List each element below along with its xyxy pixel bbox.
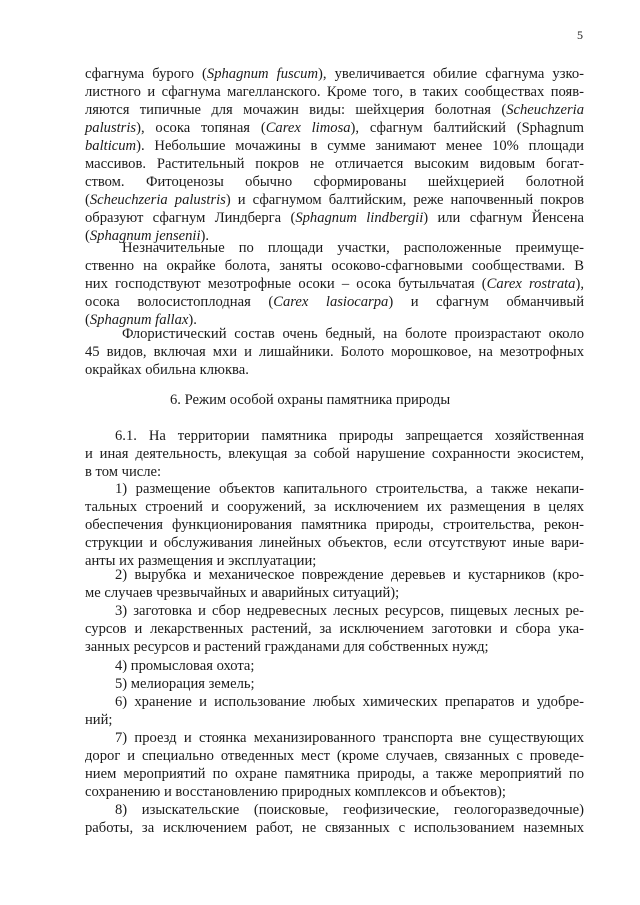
text-line: занных ресурсов и растений гражданами для собственных нужд; — [85, 639, 489, 655]
text-line: (Scheuchzeria palustris) и сфагнумом балтийским, реже напочвенный покров — [85, 192, 584, 208]
text-line: сурсов и лекарственных растений, за исключением заготовки и сбора ука- — [85, 621, 584, 637]
section-heading: 6. Режим особой охраны памятника природы — [170, 392, 451, 408]
text-line: массивов. Растительный покров не отличается высоким видовым богат- — [85, 156, 584, 172]
text-line: дорог и специально отведенных мест (кроме случаев, связанных с проведе- — [85, 748, 584, 764]
text-line: ний; — [85, 712, 113, 728]
text-line: окрайках обильна клюква. — [85, 362, 249, 378]
text-line: 45 видов, включая мхи и лишайники. Болото морошковое, на мезотрофных — [85, 344, 584, 360]
text-line: листного и сфагнума магелланского. Кроме того, в таких сообществах появ- — [85, 84, 584, 100]
text-line: ственно на окрайке болота, заняты осоково-сфагновыми сообществами. В — [85, 258, 584, 274]
text-line: сфагнума бурого (Sphagnum fuscum), увеличивается обилие сфагнума узко- — [85, 66, 585, 82]
text-line: palustris), осока топяная (Carex limosa), сфагнум балтийский (Sphagnum — [85, 120, 584, 136]
text-line: 6.1. На территории памятника природы запрещается хозяйственная — [115, 428, 584, 444]
text-line: осока волосистоплодная (Carex lasiocarpa) и сфагнум обманчивый — [85, 294, 585, 310]
text-line: нием мероприятий по охране памятника природы, а также мероприятий по — [85, 766, 584, 782]
text-line: сохранению и восстановлению природных комплексов и объектов); — [85, 784, 506, 800]
text-line: ме случаев чрезвычайных и аварийных ситуаций); — [85, 585, 400, 601]
text-line: balticum). Небольшие мочажины в сумме занимают менее 10% площади — [85, 138, 584, 154]
text-line: работы, за исключением работ, не связанных с использованием наземных — [85, 820, 584, 836]
text-line: и иная деятельность, влекущая за собой нарушение сохранности экосистем, — [85, 446, 584, 462]
text-line: 1) размещение объектов капитального строительства, а также некапи- — [115, 481, 584, 497]
text-line: (Sphagnum fallax). — [85, 312, 197, 328]
text-line: ством. Фитоценозы обычно сформированы шейхцерией болотной — [85, 174, 584, 190]
text-line: 3) заготовка и сбор недревесных лесных ресурсов, пищевых лесных ре- — [115, 603, 584, 619]
text-line: них господствуют мезотрофные осоки – осока бутыльчатая (Carex rostrata), — [85, 276, 584, 292]
text-line: обеспечения функционирования памятника природы, строительства, рекон- — [85, 517, 584, 533]
text-line: образуют сфагнум Линдберга (Sphagnum lindbergii) или сфагнум Йенсена — [85, 210, 584, 226]
text-line: ляются типичные для мочажин виды: шейхцерия болотная (Scheuchzeria — [85, 102, 584, 118]
text-line: 6) хранение и использование любых химических препаратов и удобре- — [115, 694, 584, 710]
text-line: 2) вырубка и механическое повреждение деревьев и кустарников (кро- — [115, 567, 584, 583]
text-line: 8) изыскательские (поисковые, геофизические, геологоразведочные) — [115, 802, 584, 818]
list-item: 5) мелиорация земель; — [115, 676, 255, 692]
text-line: в том числе: — [85, 464, 162, 480]
text-line: 7) проезд и стоянка механизированного транспорта вне существующих — [115, 730, 584, 746]
text-line: Незначительные по площади участки, расположенные преимуще- — [122, 240, 584, 256]
text-line: анты их размещения и эксплуатации; — [85, 553, 317, 569]
page-number: 5 — [577, 28, 583, 42]
text-line: тальных строений и сооружений, за исключением их размещения в целях — [85, 499, 584, 515]
text-line: (Sphagnum jensenii). — [85, 228, 210, 244]
list-item: 4) промысловая охота; — [115, 658, 255, 674]
text-line: струкции и обслуживания линейных объектов, если отсутствуют иные вари- — [85, 535, 584, 551]
text-line: Флористический состав очень бедный, на болоте произрастают около — [122, 326, 584, 342]
